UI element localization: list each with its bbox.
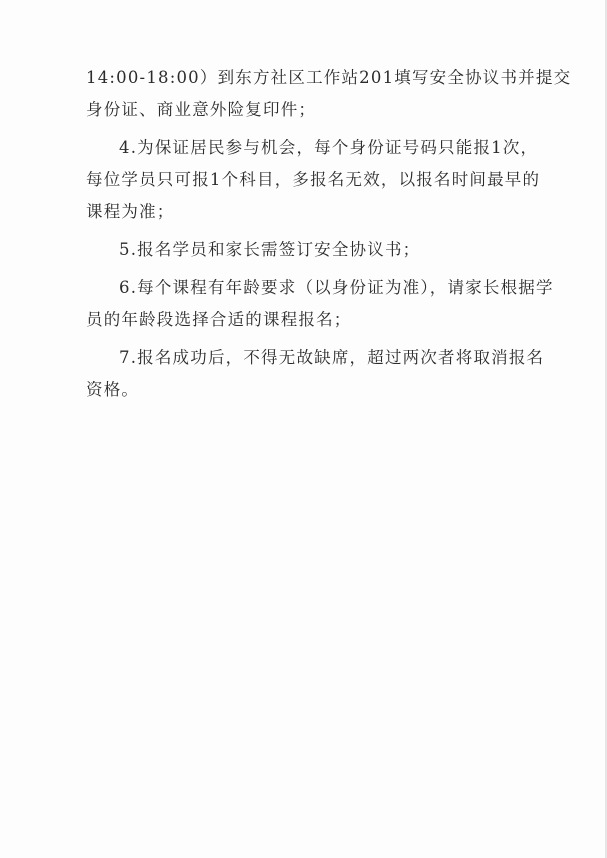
text-line-4: 每位学员只可报1个科目，多报名无效，以报名时间最早的 [86, 170, 541, 189]
text-line-1: 14:00-18:00）到东方社区工作站201填写安全协议书并提交 [86, 68, 572, 87]
text-line-7: 6.每个课程有年龄要求（以身份证为准），请家长根据学 [119, 278, 554, 297]
text-line-6: 5.报名学员和家长需签订安全协议书； [119, 240, 421, 259]
text-line-10: 资格。 [86, 380, 140, 399]
text-line-3: 4.为保证居民参与机会，每个身份证号码只能报1次， [119, 138, 539, 157]
document-body [86, 62, 572, 406]
text-line-8: 员的年龄段选择合适的课程报名； [86, 310, 352, 329]
text-line-9: 7.报名成功后，不得无故缺席，超过两次者将取消报名 [119, 348, 545, 367]
text-line-5: 课程为准； [86, 202, 175, 221]
text-line-2: 身份证、商业意外险复印件； [86, 100, 317, 119]
